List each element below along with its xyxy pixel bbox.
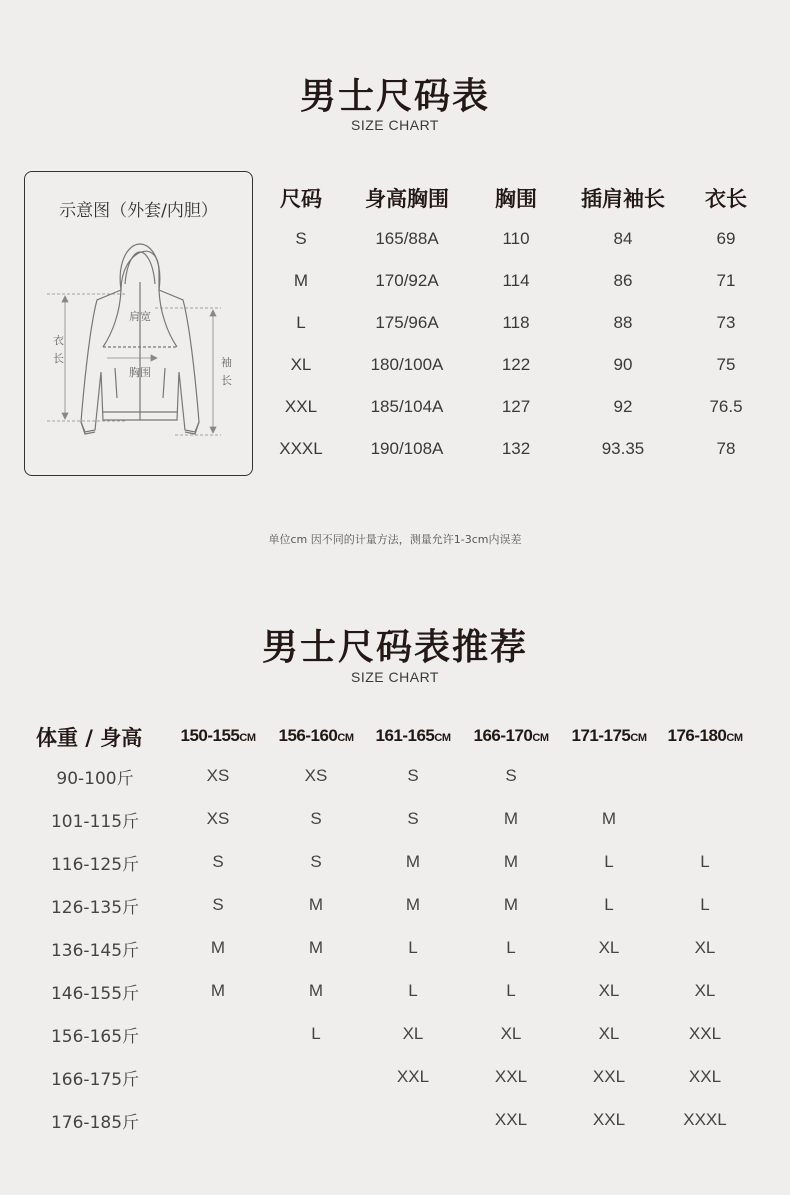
size-table-cell: S <box>295 229 307 248</box>
sleeve-label-char-1: 袖 <box>221 356 232 369</box>
weight-range-label: 136-145斤 <box>50 941 140 961</box>
chest-label: 胸围 <box>129 366 151 379</box>
size-table-cell: 69 <box>716 229 736 248</box>
recommended-size-cell: XL <box>598 938 620 957</box>
length-label-char-2: 长 <box>53 352 64 365</box>
recommended-size-cell: XS <box>206 809 230 828</box>
recommended-size-cell: L <box>506 981 516 1000</box>
size-table-cell: 175/96A <box>375 313 439 332</box>
size-table-header: 尺码 <box>280 187 322 211</box>
recommended-size-cell: M <box>405 895 421 914</box>
size-table-cell: XXL <box>284 397 318 416</box>
recommended-size-cell: L <box>700 852 710 871</box>
weight-range-label: 156-165斤 <box>50 1027 140 1047</box>
recommended-size-cell: M <box>503 852 519 871</box>
size-table-cell: L <box>296 313 306 332</box>
size-table-header: 插肩袖长 <box>581 187 665 211</box>
recommended-size-cell: M <box>601 809 617 828</box>
recommended-size-cell: XXL <box>688 1067 722 1086</box>
recommended-size-cell: XS <box>206 766 230 785</box>
size-table-cell: XL <box>290 355 312 374</box>
weight-range-label: 166-175斤 <box>50 1070 140 1090</box>
recommended-size-cell: XL <box>694 938 716 957</box>
height-range-header: 166-170CM <box>473 726 549 745</box>
recommended-size-cell: S <box>407 766 419 785</box>
recommended-size-cell: S <box>212 852 224 871</box>
size-table-cell: 127 <box>501 397 531 416</box>
recommended-size-cell: M <box>210 981 226 1000</box>
size-table-cell: 118 <box>502 313 530 332</box>
recommended-size-cell: L <box>408 938 418 957</box>
size-table-cell: 190/108A <box>370 439 444 458</box>
recommended-size-cell: XL <box>500 1024 522 1043</box>
size-table-header: 身高胸围 <box>365 187 449 211</box>
recommendation-subtitle: SIZE CHART <box>351 669 439 685</box>
size-table-cell: M <box>293 271 309 290</box>
recommended-size-cell: XXL <box>494 1067 528 1086</box>
size-table-cell: XXXL <box>279 439 323 458</box>
height-range-header: 171-175CM <box>571 726 647 745</box>
size-table-header: 胸围 <box>495 187 537 211</box>
size-table-cell: 71 <box>716 271 736 290</box>
size-table-cell: 165/88A <box>375 229 439 248</box>
height-range-header: 156-160CM <box>278 726 354 745</box>
size-table-cell: 86 <box>613 271 633 290</box>
size-table-cell: 122 <box>501 355 531 374</box>
weight-range-label: 176-185斤 <box>50 1113 140 1133</box>
corner-label: 体重 / 身高 <box>36 726 143 750</box>
size-table-cell: 84 <box>613 229 633 248</box>
height-range-header: 161-165CM <box>375 726 451 745</box>
recommended-size-cell: S <box>212 895 224 914</box>
size-table-cell: 76.5 <box>709 397 743 416</box>
weight-range-label: 101-115斤 <box>50 812 140 832</box>
recommended-size-cell: XXXL <box>683 1110 727 1129</box>
shoulder-label: 肩宽 <box>129 310 151 323</box>
recommended-size-cell: L <box>311 1024 321 1043</box>
recommended-size-cell: S <box>310 809 322 828</box>
size-table-cell: 73 <box>716 313 736 332</box>
size-table-cell: 88 <box>613 313 633 332</box>
length-label-char-1: 衣 <box>53 334 64 347</box>
size-table-cell: 170/92A <box>375 271 439 290</box>
recommended-size-cell: XL <box>694 981 716 1000</box>
recommended-size-cell: XL <box>598 981 620 1000</box>
measurement-note: 单位cm 因不同的计量方法，测量允许1-3cm内误差 <box>268 533 522 546</box>
recommended-size-cell: XL <box>598 1024 620 1043</box>
weight-range-label: 116-125斤 <box>50 855 140 875</box>
recommended-size-cell: M <box>503 809 519 828</box>
recommended-size-cell: M <box>210 938 226 957</box>
recommended-size-cell: XXL <box>592 1067 626 1086</box>
size-table-cell: 114 <box>502 271 530 290</box>
size-table-cell: 78 <box>716 439 736 458</box>
recommended-size-cell: S <box>505 766 517 785</box>
size-table-cell: 90 <box>613 355 633 374</box>
recommended-size-cell: XXL <box>494 1110 528 1129</box>
recommended-size-cell: M <box>405 852 421 871</box>
recommended-size-cell: L <box>506 938 516 957</box>
weight-range-label: 90-100斤 <box>56 769 134 789</box>
size-table-cell: 93.35 <box>601 439 645 458</box>
recommended-size-cell: XS <box>304 766 328 785</box>
size-table-cell: 132 <box>501 439 531 458</box>
recommended-size-cell: S <box>407 809 419 828</box>
diagram-caption: 示意图（外套/内胆） <box>59 201 218 221</box>
recommended-size-cell: L <box>408 981 418 1000</box>
height-range-header: 176-180CM <box>667 726 743 745</box>
size-table-cell: 180/100A <box>370 355 444 374</box>
size-table-cell: 92 <box>613 397 633 416</box>
size-table-cell: 75 <box>716 355 736 374</box>
recommended-size-cell: XXL <box>396 1067 430 1086</box>
size-table-cell: 185/104A <box>370 397 444 416</box>
recommended-size-cell: XL <box>402 1024 424 1043</box>
recommended-size-cell: XXL <box>688 1024 722 1043</box>
jacket-diagram <box>24 171 253 476</box>
size-chart-subtitle: SIZE CHART <box>351 117 439 133</box>
weight-range-label: 146-155斤 <box>50 984 140 1004</box>
recommended-size-cell: M <box>503 895 519 914</box>
recommended-size-cell: S <box>310 852 322 871</box>
recommended-size-cell: M <box>308 895 324 914</box>
recommended-size-cell: L <box>604 895 614 914</box>
recommendation-title: 男士尺码表推荐 <box>261 627 528 668</box>
jacket-outline-illustration <box>25 172 254 477</box>
height-range-header: 150-155CM <box>180 726 256 745</box>
sleeve-label-char-2: 长 <box>221 374 232 387</box>
recommended-size-cell: XXL <box>592 1110 626 1129</box>
recommended-size-cell: L <box>604 852 614 871</box>
recommended-size-cell: L <box>700 895 710 914</box>
recommended-size-cell: M <box>308 938 324 957</box>
weight-range-label: 126-135斤 <box>50 898 140 918</box>
size-table-cell: 110 <box>502 229 530 248</box>
size-table-header: 衣长 <box>705 187 747 211</box>
recommended-size-cell: M <box>308 981 324 1000</box>
size-chart-title: 男士尺码表 <box>299 76 490 117</box>
